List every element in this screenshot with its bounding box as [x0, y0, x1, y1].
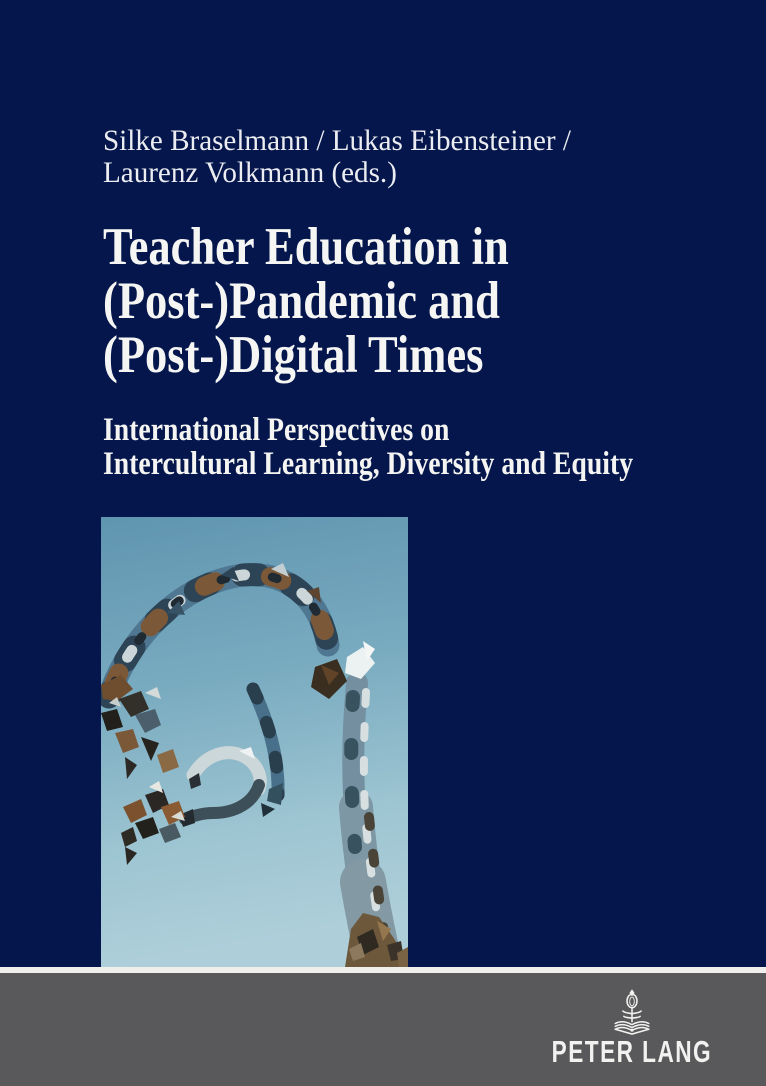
editors-line-1: Silke Braselmann / Lukas Eibensteiner / [103, 124, 571, 157]
title-line-3: (Post-)Digital Times [103, 326, 484, 384]
subtitle-line-2: Intercultural Learning, Diversity and Equity [103, 446, 634, 482]
editors-line-2: Laurenz Volkmann (eds.) [103, 156, 397, 189]
publisher-logo [522, 989, 742, 1067]
title-line-1: Teacher Education in [103, 218, 509, 276]
publisher-name: PETER LANG [551, 1034, 713, 1069]
cover-photo [101, 517, 408, 967]
title-line-2: (Post-)Pandemic and [103, 272, 500, 330]
book-subtitle [103, 413, 633, 481]
book-title [103, 220, 509, 382]
sculpture-sky-image [101, 517, 408, 967]
publisher-band [0, 973, 766, 1086]
editors-names [103, 125, 571, 189]
subtitle-line-1: International Perspectives on [103, 412, 450, 448]
tulip-book-icon [612, 989, 652, 1035]
